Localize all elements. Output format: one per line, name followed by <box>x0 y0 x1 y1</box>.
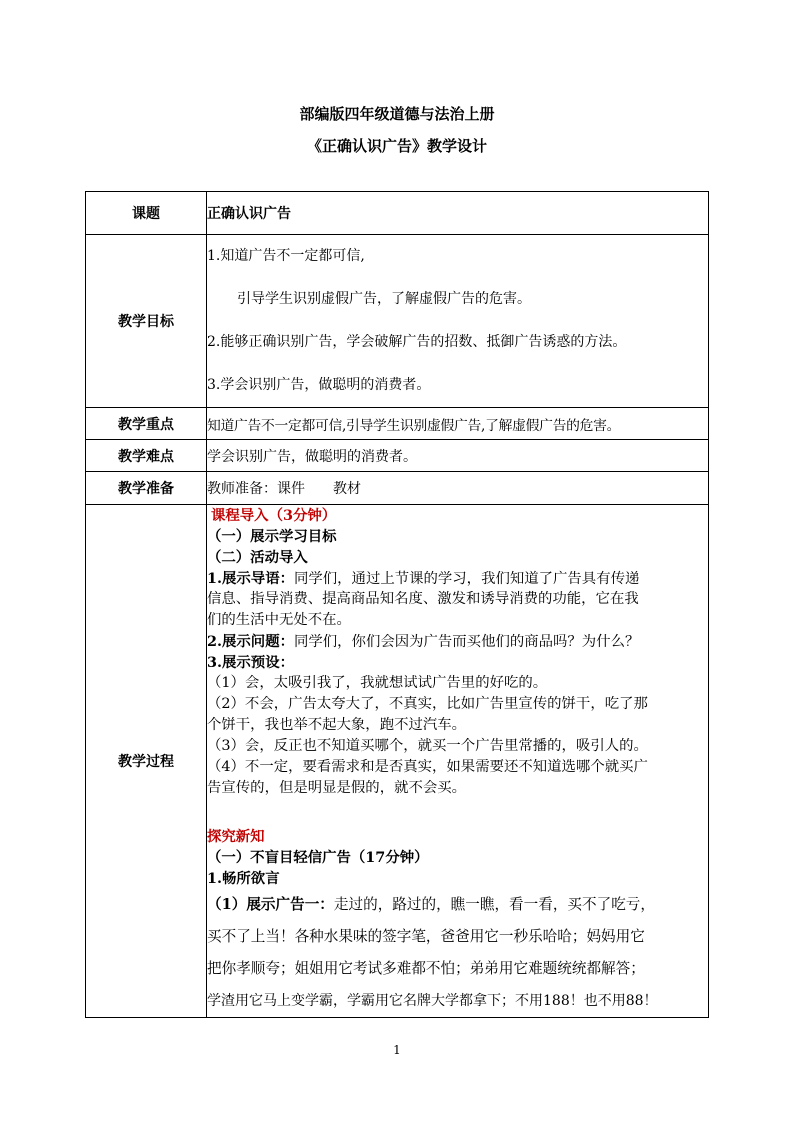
ad-line <box>207 889 708 921</box>
row-difficulty <box>86 440 709 472</box>
process-step: （二）活动导入 <box>207 549 308 566</box>
item-label: 1.展示导语： <box>207 570 294 587</box>
value-key-points: 知道广告不一定都可信,引导学生识别虚假广告,了解虚假广告的危害。 <box>207 408 709 440</box>
answer-line: （1）会，太吸引我了，我就想试试广告里的好吃的。 <box>207 675 548 691</box>
process-text-line: 们的生活中无处不在。 <box>207 612 351 628</box>
row-process <box>86 505 709 1018</box>
ad-text: 走过的，路过的，瞧一瞧，看一看，买不了吃亏， <box>333 896 655 913</box>
subsection-heading: 1.畅所欲言 <box>207 870 280 887</box>
item-text: 同学们，通过上节课的学习，我们知道了广告具有传递 <box>293 571 640 587</box>
item-label: 2.展示问题： <box>207 633 294 650</box>
section-heading: （一）不盲目轻信广告（17分钟） <box>207 849 429 866</box>
value-topic: 正确认识广告 <box>207 192 709 235</box>
document-subtitle: 《正确认识广告》教学设计 <box>306 137 487 155</box>
label-topic: 课题 <box>86 192 207 235</box>
answer-line: 告宣传的，但是明显是假的，就不会买。 <box>207 780 467 796</box>
answer-line: （2）不会，广告太夸大了，不真实，比如广告里宣传的饼干，吃了那 <box>207 696 648 712</box>
explore-heading: 探究新知 <box>207 828 265 845</box>
ad-label: （1）展示广告一： <box>207 896 334 913</box>
answer-line: 个饼干，我也举不起大象，跑不过汽车。 <box>207 717 467 733</box>
goal-line: 3.学会识别广告，做聪明的消费者。 <box>207 377 431 393</box>
label-preparation: 教学准备 <box>86 472 207 505</box>
label-process: 教学过程 <box>86 505 207 1018</box>
process-step: （一）展示学习目标 <box>207 528 337 545</box>
value-goals <box>207 235 709 408</box>
value-process <box>207 505 709 1018</box>
row-topic <box>86 192 709 235</box>
intro-heading: 课程导入（3分钟） <box>211 507 337 524</box>
ad-line: 买不了上当！各种水果味的签字笔，爸爸用它一秒乐哈哈；妈妈用它 <box>207 928 645 945</box>
row-preparation <box>86 472 709 505</box>
process-item-1 <box>207 568 708 589</box>
row-key-points <box>86 408 709 440</box>
spacer <box>207 799 708 826</box>
goal-line: 1.知道广告不一定都可信, <box>207 248 365 264</box>
row-goals <box>86 235 709 408</box>
ad-line: 把你孝顺夸；姐姐用它考试多难都不怕；弟弟用它难题统统都解答； <box>207 960 645 977</box>
process-text-line: 信息、指导消费、提高商品知名度、激发和诱导消费的功能，它在我 <box>207 591 639 607</box>
process-item-2 <box>207 631 708 652</box>
page-number: 1 <box>393 1043 401 1057</box>
process-item-3: 3.展示预设： <box>207 654 294 671</box>
goal-line: 2.能够正确识别广告，学会破解广告的招数、抵御广告诱惑的方法。 <box>207 334 627 350</box>
document-title: 部编版四年级道德与法治上册 <box>299 105 495 123</box>
answer-line: （3）会，反正也不知道买哪个，就买一个广告里常播的，吸引人的。 <box>207 738 648 754</box>
goal-line: 引导学生识别虚假广告，了解虚假广告的危害。 <box>237 291 531 307</box>
value-preparation: 教师准备：课件 教材 <box>207 472 709 505</box>
ad-line: 学渣用它马上变学霸，学霸用它名牌大学都拿下；不用188！也不用88！ <box>207 993 658 1009</box>
lesson-plan-table <box>85 191 709 1018</box>
label-difficulty: 教学难点 <box>86 440 207 472</box>
label-goals: 教学目标 <box>86 235 207 408</box>
value-difficulty: 学会识别广告，做聪明的消费者。 <box>207 440 709 472</box>
answer-line: （4）不一定，要看需求和是否真实，如果需要还不知道选哪个就买广 <box>207 759 648 775</box>
label-key-points: 教学重点 <box>86 408 207 440</box>
item-text: 同学们，你们会因为广告而买他们的商品吗？为什么？ <box>293 634 640 650</box>
